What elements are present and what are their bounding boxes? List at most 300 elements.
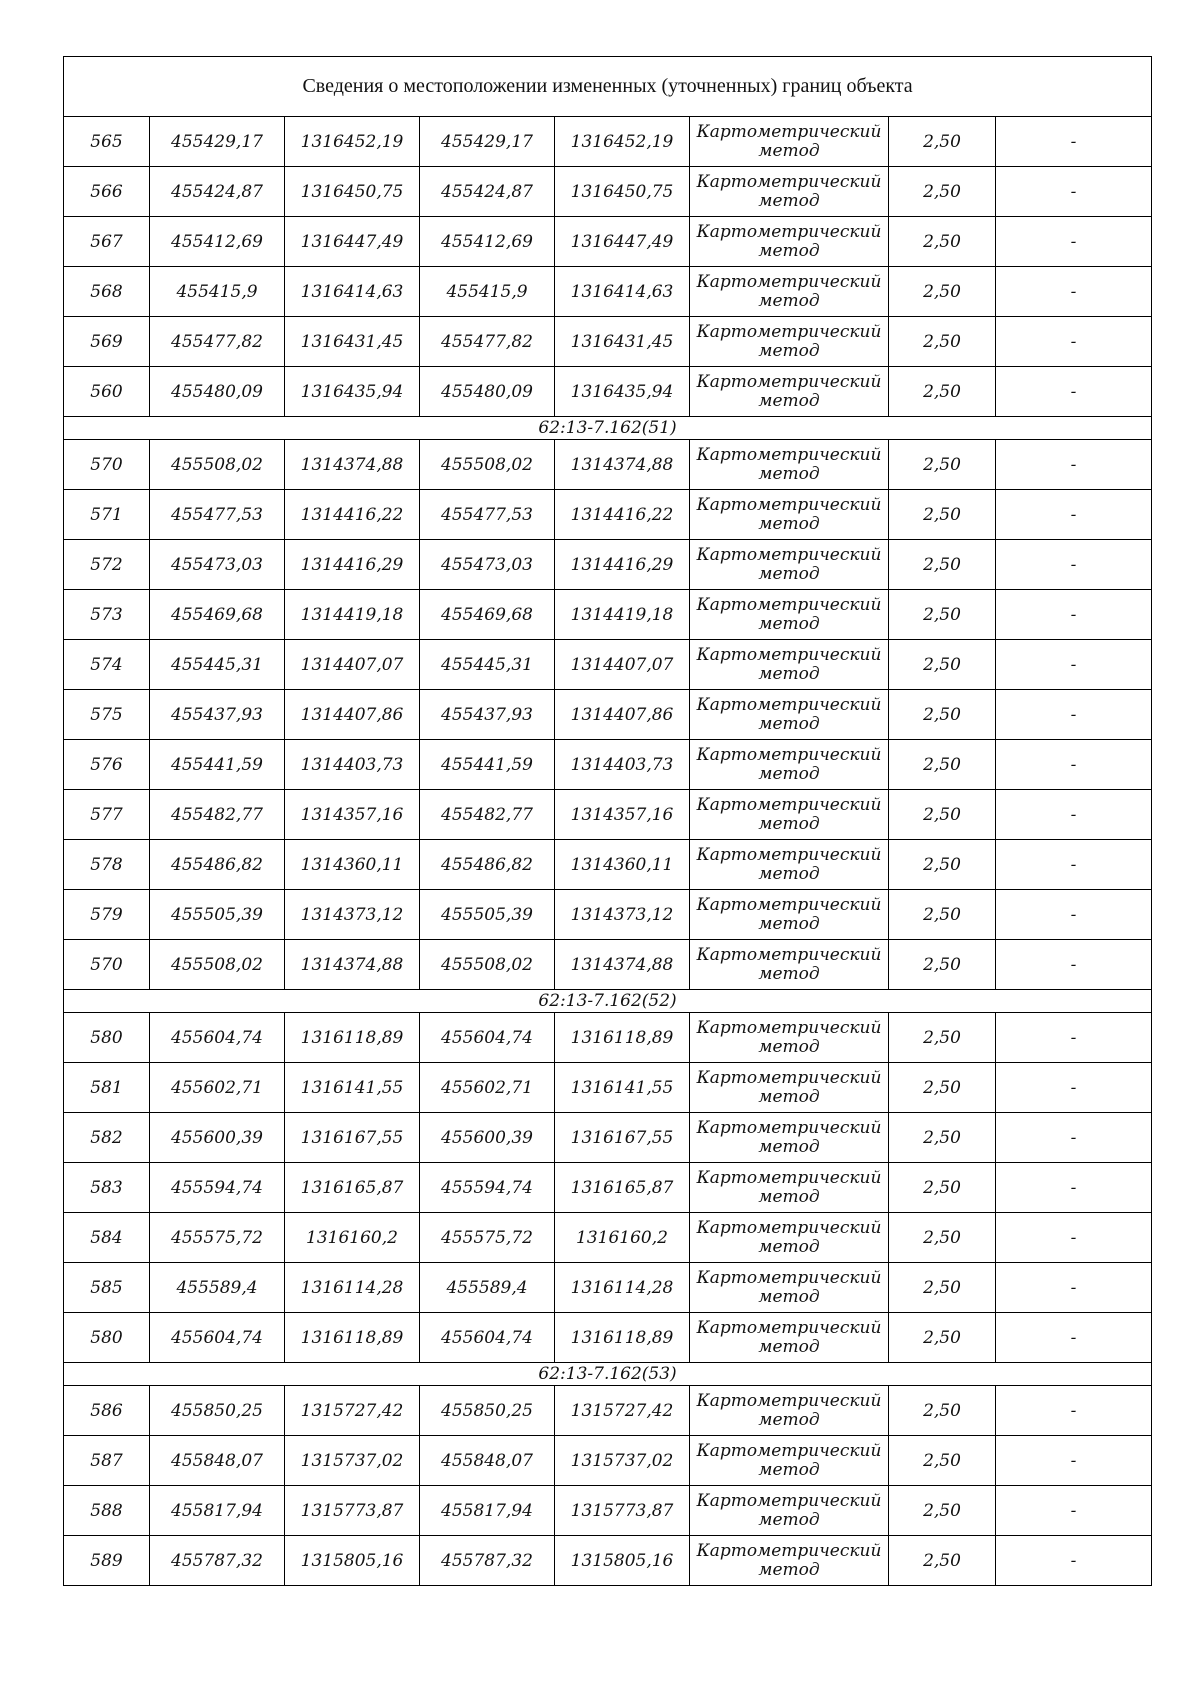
y-refined-cell: 1316114,28 (555, 1263, 690, 1313)
accuracy-cell: 2,50 (889, 117, 996, 167)
point-number-cell: 565 (64, 117, 150, 167)
y-refined-cell: 1316118,89 (555, 1313, 690, 1363)
table-row (64, 1436, 1152, 1486)
x-refined-cell: 455600,39 (420, 1113, 555, 1163)
x-refined-cell: 455445,31 (420, 640, 555, 690)
x-existing-cell: 455575,72 (150, 1213, 285, 1263)
method-line2: метод (758, 963, 820, 984)
x-existing-cell: 455469,68 (150, 590, 285, 640)
x-existing-cell: 455594,74 (150, 1163, 285, 1213)
point-number-cell: 569 (64, 317, 150, 367)
y-existing-cell: 1314416,29 (285, 540, 420, 590)
y-refined-cell: 1314357,16 (555, 790, 690, 840)
x-refined-cell: 455415,9 (420, 267, 555, 317)
accuracy-cell: 2,50 (889, 267, 996, 317)
point-number-cell: 570 (64, 940, 150, 990)
method-cell (690, 490, 889, 540)
accuracy-cell: 2,50 (889, 1163, 996, 1213)
y-refined-cell: 1314416,22 (555, 490, 690, 540)
point-number-cell: 566 (64, 167, 150, 217)
y-refined-cell: 1316452,19 (555, 117, 690, 167)
note-cell: - (996, 890, 1152, 940)
x-refined-cell: 455424,87 (420, 167, 555, 217)
x-refined-cell: 455469,68 (420, 590, 555, 640)
note-cell: - (996, 167, 1152, 217)
y-existing-cell: 1316431,45 (285, 317, 420, 367)
note-cell: - (996, 1013, 1152, 1063)
method-line2: метод (758, 913, 820, 934)
x-existing-cell: 455473,03 (150, 540, 285, 590)
table-row (64, 840, 1152, 890)
x-existing-cell: 455508,02 (150, 440, 285, 490)
method-line1: Картометрический (696, 1490, 882, 1511)
method-line2: метод (758, 240, 820, 261)
y-existing-cell: 1314357,16 (285, 790, 420, 840)
method-line2: метод (758, 1236, 820, 1257)
y-existing-cell: 1314373,12 (285, 890, 420, 940)
x-refined-cell: 455477,82 (420, 317, 555, 367)
table-row (64, 590, 1152, 640)
note-cell: - (996, 840, 1152, 890)
note-cell: - (996, 1213, 1152, 1263)
point-number-cell: 576 (64, 740, 150, 790)
method-line1: Картометрический (696, 1167, 882, 1188)
accuracy-cell: 2,50 (889, 1063, 996, 1113)
note-cell: - (996, 1536, 1152, 1586)
accuracy-cell: 2,50 (889, 367, 996, 417)
method-line1: Картометрический (696, 894, 882, 915)
x-refined-cell: 455429,17 (420, 117, 555, 167)
note-cell: - (996, 367, 1152, 417)
accuracy-cell: 2,50 (889, 940, 996, 990)
note-cell: - (996, 267, 1152, 317)
method-cell (690, 1213, 889, 1263)
x-existing-cell: 455600,39 (150, 1113, 285, 1163)
y-existing-cell: 1316118,89 (285, 1013, 420, 1063)
x-existing-cell: 455477,82 (150, 317, 285, 367)
method-line2: метод (758, 390, 820, 411)
x-refined-cell: 455848,07 (420, 1436, 555, 1486)
y-refined-cell: 1314360,11 (555, 840, 690, 890)
x-existing-cell: 455429,17 (150, 117, 285, 167)
method-line2: метод (758, 340, 820, 361)
table-row (64, 490, 1152, 540)
note-cell: - (996, 317, 1152, 367)
y-refined-cell: 1316414,63 (555, 267, 690, 317)
x-existing-cell: 455848,07 (150, 1436, 285, 1486)
method-line1: Картометрический (696, 794, 882, 815)
x-existing-cell: 455850,25 (150, 1386, 285, 1436)
method-line1: Картометрический (696, 1540, 882, 1561)
method-line2: метод (758, 513, 820, 534)
method-line2: метод (758, 1336, 820, 1357)
x-refined-cell: 455505,39 (420, 890, 555, 940)
y-refined-cell: 1314416,29 (555, 540, 690, 590)
method-line2: метод (758, 1086, 820, 1107)
x-existing-cell: 455482,77 (150, 790, 285, 840)
table-row (64, 1113, 1152, 1163)
method-cell (690, 267, 889, 317)
method-line1: Картометрический (696, 544, 882, 565)
note-cell: - (996, 217, 1152, 267)
x-refined-cell: 455480,09 (420, 367, 555, 417)
table-row (64, 1386, 1152, 1436)
x-refined-cell: 455412,69 (420, 217, 555, 267)
y-refined-cell: 1316141,55 (555, 1063, 690, 1113)
x-existing-cell: 455477,53 (150, 490, 285, 540)
accuracy-cell: 2,50 (889, 217, 996, 267)
point-number-cell: 588 (64, 1486, 150, 1536)
method-line1: Картометрический (696, 694, 882, 715)
y-refined-cell: 1314407,86 (555, 690, 690, 740)
accuracy-cell: 2,50 (889, 1213, 996, 1263)
y-existing-cell: 1314416,22 (285, 490, 420, 540)
y-existing-cell: 1314407,07 (285, 640, 420, 690)
method-line2: метод (758, 190, 820, 211)
note-cell: - (996, 940, 1152, 990)
method-cell (690, 940, 889, 990)
method-line1: Картометрический (696, 844, 882, 865)
accuracy-cell: 2,50 (889, 1263, 996, 1313)
note-cell: - (996, 540, 1152, 590)
note-cell: - (996, 1113, 1152, 1163)
point-number-cell: 578 (64, 840, 150, 890)
method-cell (690, 1163, 889, 1213)
method-line2: метод (758, 1459, 820, 1480)
accuracy-cell: 2,50 (889, 1313, 996, 1363)
x-refined-cell: 455817,94 (420, 1486, 555, 1536)
table-row (64, 1063, 1152, 1113)
point-number-cell: 589 (64, 1536, 150, 1586)
point-number-cell: 575 (64, 690, 150, 740)
y-refined-cell: 1316167,55 (555, 1113, 690, 1163)
x-existing-cell: 455480,09 (150, 367, 285, 417)
accuracy-cell: 2,50 (889, 640, 996, 690)
table-row (64, 1536, 1152, 1586)
method-line2: метод (758, 1036, 820, 1057)
y-refined-cell: 1314374,88 (555, 440, 690, 490)
y-existing-cell: 1315727,42 (285, 1386, 420, 1436)
x-refined-cell: 455441,59 (420, 740, 555, 790)
x-existing-cell: 455589,4 (150, 1263, 285, 1313)
x-existing-cell: 455412,69 (150, 217, 285, 267)
y-existing-cell: 1316160,2 (285, 1213, 420, 1263)
point-number-cell: 573 (64, 590, 150, 640)
method-cell (690, 440, 889, 490)
y-refined-cell: 1314419,18 (555, 590, 690, 640)
y-refined-cell: 1316435,94 (555, 367, 690, 417)
method-line2: метод (758, 613, 820, 634)
method-line2: метод (758, 1136, 820, 1157)
method-cell (690, 790, 889, 840)
section-label: 62:13-7.162(51) (64, 417, 1152, 440)
table-row (64, 790, 1152, 840)
method-cell (690, 590, 889, 640)
point-number-cell: 584 (64, 1213, 150, 1263)
y-refined-cell: 1315737,02 (555, 1436, 690, 1486)
note-cell: - (996, 117, 1152, 167)
method-line1: Картометрический (696, 1217, 882, 1238)
point-number-cell: 577 (64, 790, 150, 840)
method-cell (690, 1113, 889, 1163)
method-line2: метод (758, 563, 820, 584)
method-cell (690, 217, 889, 267)
y-existing-cell: 1316450,75 (285, 167, 420, 217)
table-row (64, 267, 1152, 317)
point-number-cell: 587 (64, 1436, 150, 1486)
method-line1: Картометрический (696, 1017, 882, 1038)
table-row (64, 1213, 1152, 1263)
y-existing-cell: 1314407,86 (285, 690, 420, 740)
y-refined-cell: 1316165,87 (555, 1163, 690, 1213)
section-label: 62:13-7.162(53) (64, 1363, 1152, 1386)
x-refined-cell: 455604,74 (420, 1313, 555, 1363)
section-header-row (64, 417, 1152, 440)
y-refined-cell: 1316450,75 (555, 167, 690, 217)
note-cell: - (996, 440, 1152, 490)
x-refined-cell: 455482,77 (420, 790, 555, 840)
method-line1: Картометрический (696, 644, 882, 665)
method-line2: метод (758, 1559, 820, 1580)
x-existing-cell: 455441,59 (150, 740, 285, 790)
method-cell (690, 167, 889, 217)
x-existing-cell: 455787,32 (150, 1536, 285, 1586)
y-existing-cell: 1316114,28 (285, 1263, 420, 1313)
section-header-row (64, 1363, 1152, 1386)
x-refined-cell: 455602,71 (420, 1063, 555, 1113)
x-refined-cell: 455508,02 (420, 440, 555, 490)
accuracy-cell: 2,50 (889, 840, 996, 890)
method-cell (690, 117, 889, 167)
y-refined-cell: 1316431,45 (555, 317, 690, 367)
accuracy-cell: 2,50 (889, 790, 996, 840)
method-cell (690, 1486, 889, 1536)
x-existing-cell: 455604,74 (150, 1013, 285, 1063)
x-refined-cell: 455594,74 (420, 1163, 555, 1213)
y-existing-cell: 1314419,18 (285, 590, 420, 640)
point-number-cell: 567 (64, 217, 150, 267)
method-cell (690, 317, 889, 367)
x-refined-cell: 455787,32 (420, 1536, 555, 1586)
method-line2: метод (758, 463, 820, 484)
note-cell: - (996, 740, 1152, 790)
table-row (64, 1013, 1152, 1063)
method-cell (690, 1263, 889, 1313)
x-existing-cell: 455508,02 (150, 940, 285, 990)
y-refined-cell: 1315805,16 (555, 1536, 690, 1586)
method-line2: метод (758, 1409, 820, 1430)
x-existing-cell: 455604,74 (150, 1313, 285, 1363)
x-existing-cell: 455415,9 (150, 267, 285, 317)
accuracy-cell: 2,50 (889, 317, 996, 367)
method-cell (690, 640, 889, 690)
y-existing-cell: 1316414,63 (285, 267, 420, 317)
x-refined-cell: 455508,02 (420, 940, 555, 990)
y-refined-cell: 1314407,07 (555, 640, 690, 690)
y-refined-cell: 1316118,89 (555, 1013, 690, 1063)
note-cell: - (996, 590, 1152, 640)
x-refined-cell: 455473,03 (420, 540, 555, 590)
accuracy-cell: 2,50 (889, 440, 996, 490)
table-row (64, 540, 1152, 590)
y-refined-cell: 1316160,2 (555, 1213, 690, 1263)
point-number-cell: 580 (64, 1013, 150, 1063)
x-refined-cell: 455477,53 (420, 490, 555, 540)
method-cell (690, 1536, 889, 1586)
method-line1: Картометрический (696, 371, 882, 392)
point-number-cell: 572 (64, 540, 150, 590)
note-cell: - (996, 1486, 1152, 1536)
x-refined-cell: 455850,25 (420, 1386, 555, 1436)
x-existing-cell: 455424,87 (150, 167, 285, 217)
method-line2: метод (758, 1509, 820, 1530)
x-refined-cell: 455589,4 (420, 1263, 555, 1313)
y-existing-cell: 1316167,55 (285, 1113, 420, 1163)
method-line1: Картометрический (696, 444, 882, 465)
y-refined-cell: 1314403,73 (555, 740, 690, 790)
y-existing-cell: 1316435,94 (285, 367, 420, 417)
y-existing-cell: 1316447,49 (285, 217, 420, 267)
x-refined-cell: 455604,74 (420, 1013, 555, 1063)
y-refined-cell: 1315727,42 (555, 1386, 690, 1436)
method-line2: метод (758, 290, 820, 311)
method-line1: Картометрический (696, 1267, 882, 1288)
table-row (64, 167, 1152, 217)
accuracy-cell: 2,50 (889, 740, 996, 790)
y-existing-cell: 1316165,87 (285, 1163, 420, 1213)
y-existing-cell: 1315805,16 (285, 1536, 420, 1586)
point-number-cell: 580 (64, 1313, 150, 1363)
point-number-cell: 570 (64, 440, 150, 490)
point-number-cell: 586 (64, 1386, 150, 1436)
y-existing-cell: 1316452,19 (285, 117, 420, 167)
method-line1: Картометрический (696, 1317, 882, 1338)
method-line1: Картометрический (696, 1440, 882, 1461)
table-row (64, 367, 1152, 417)
method-line1: Картометрический (696, 171, 882, 192)
point-number-cell: 585 (64, 1263, 150, 1313)
point-number-cell: 571 (64, 490, 150, 540)
accuracy-cell: 2,50 (889, 1436, 996, 1486)
y-existing-cell: 1314374,88 (285, 440, 420, 490)
x-refined-cell: 455437,93 (420, 690, 555, 740)
accuracy-cell: 2,50 (889, 1013, 996, 1063)
x-existing-cell: 455445,31 (150, 640, 285, 690)
method-line1: Картометрический (696, 1117, 882, 1138)
method-cell (690, 690, 889, 740)
y-refined-cell: 1314373,12 (555, 890, 690, 940)
accuracy-cell: 2,50 (889, 490, 996, 540)
point-number-cell: 582 (64, 1113, 150, 1163)
method-line2: метод (758, 813, 820, 834)
table-row (64, 640, 1152, 690)
method-cell (690, 1436, 889, 1486)
method-line2: метод (758, 863, 820, 884)
method-line2: метод (758, 763, 820, 784)
method-line1: Картометрический (696, 121, 882, 142)
note-cell: - (996, 1263, 1152, 1313)
y-existing-cell: 1316118,89 (285, 1313, 420, 1363)
x-refined-cell: 455486,82 (420, 840, 555, 890)
table-row (64, 317, 1152, 367)
table-row (64, 440, 1152, 490)
method-cell (690, 1013, 889, 1063)
accuracy-cell: 2,50 (889, 590, 996, 640)
method-line1: Картометрический (696, 221, 882, 242)
method-cell (690, 1063, 889, 1113)
point-number-cell: 560 (64, 367, 150, 417)
y-existing-cell: 1315737,02 (285, 1436, 420, 1486)
accuracy-cell: 2,50 (889, 1486, 996, 1536)
method-cell (690, 540, 889, 590)
method-line2: метод (758, 1186, 820, 1207)
x-existing-cell: 455602,71 (150, 1063, 285, 1113)
method-line1: Картометрический (696, 944, 882, 965)
note-cell: - (996, 1436, 1152, 1486)
table-row (64, 690, 1152, 740)
method-line1: Картометрический (696, 744, 882, 765)
method-cell (690, 1386, 889, 1436)
accuracy-cell: 2,50 (889, 167, 996, 217)
x-existing-cell: 455486,82 (150, 840, 285, 890)
point-number-cell: 579 (64, 890, 150, 940)
table-row (64, 890, 1152, 940)
table-row (64, 1163, 1152, 1213)
table-row (64, 1263, 1152, 1313)
note-cell: - (996, 790, 1152, 840)
x-existing-cell: 455437,93 (150, 690, 285, 740)
point-number-cell: 574 (64, 640, 150, 690)
accuracy-cell: 2,50 (889, 1113, 996, 1163)
accuracy-cell: 2,50 (889, 1536, 996, 1586)
section-label: 62:13-7.162(52) (64, 990, 1152, 1013)
y-refined-cell: 1316447,49 (555, 217, 690, 267)
method-line1: Картометрический (696, 594, 882, 615)
point-number-cell: 581 (64, 1063, 150, 1113)
table-row (64, 740, 1152, 790)
accuracy-cell: 2,50 (889, 690, 996, 740)
accuracy-cell: 2,50 (889, 540, 996, 590)
x-refined-cell: 455575,72 (420, 1213, 555, 1263)
method-line2: метод (758, 140, 820, 161)
y-existing-cell: 1314403,73 (285, 740, 420, 790)
note-cell: - (996, 1063, 1152, 1113)
table-title: Сведения о местоположении измененных (уточненных) границ объекта (64, 57, 1152, 117)
method-cell (690, 890, 889, 940)
note-cell: - (996, 1313, 1152, 1363)
method-cell (690, 1313, 889, 1363)
method-line2: метод (758, 713, 820, 734)
method-line2: метод (758, 663, 820, 684)
point-number-cell: 583 (64, 1163, 150, 1213)
point-number-cell: 568 (64, 267, 150, 317)
x-existing-cell: 455505,39 (150, 890, 285, 940)
y-existing-cell: 1314360,11 (285, 840, 420, 890)
table-row (64, 940, 1152, 990)
method-cell (690, 840, 889, 890)
note-cell: - (996, 490, 1152, 540)
y-existing-cell: 1315773,87 (285, 1486, 420, 1536)
y-refined-cell: 1314374,88 (555, 940, 690, 990)
method-line2: метод (758, 1286, 820, 1307)
y-refined-cell: 1315773,87 (555, 1486, 690, 1536)
section-header-row (64, 990, 1152, 1013)
method-line1: Картометрический (696, 1390, 882, 1411)
note-cell: - (996, 1163, 1152, 1213)
method-line1: Картометрический (696, 1067, 882, 1088)
boundary-coordinates-table (63, 56, 1152, 1586)
x-existing-cell: 455817,94 (150, 1486, 285, 1536)
